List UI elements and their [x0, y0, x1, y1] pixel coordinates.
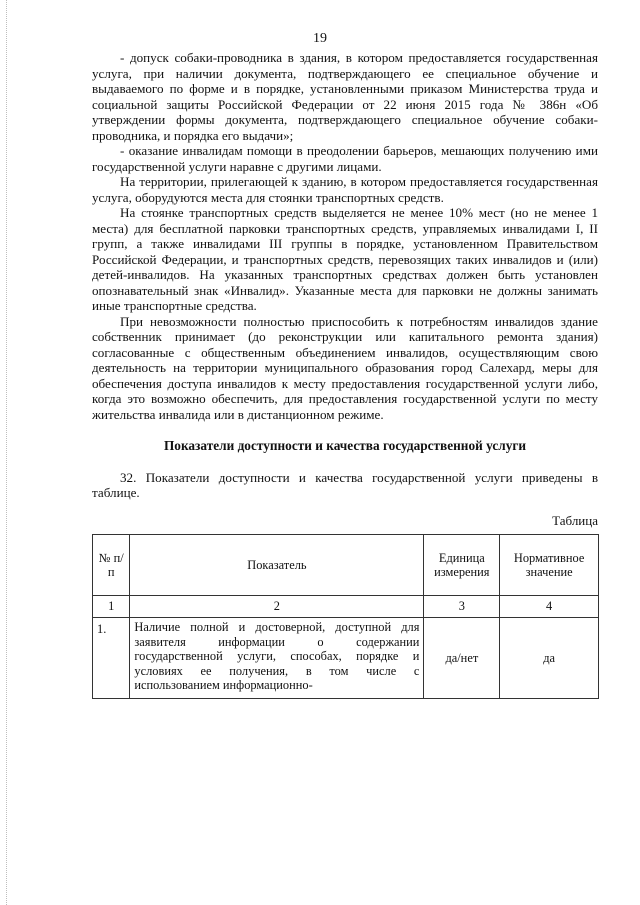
column-number: 3 [424, 596, 500, 618]
table-column-numbers-row [93, 596, 599, 618]
header-indicator: Показатель [130, 535, 424, 596]
binding-edge-line [6, 0, 7, 905]
row-indicator: Наличие полной и достоверной, доступной для заявителя информации о содержании государственной услуги, способах, порядке и условиях ее получения, в том числе с использованием информационно- [130, 618, 424, 699]
column-number: 4 [500, 596, 599, 618]
column-number: 1 [93, 596, 130, 618]
header-num: № п/п [93, 535, 130, 596]
paragraph-parking-territory: На территории, прилегающей к зданию, в котором предоставляется государственная услуга, оборудуются места для стоянки транспортных средств. [92, 174, 598, 205]
section-intro: 32. Показатели доступности и качества государственной услуги приведены в таблице. [92, 469, 598, 500]
row-num: 1. [93, 618, 130, 699]
header-unit: Единица измерения [424, 535, 500, 596]
table-header-row [93, 535, 599, 596]
column-number: 2 [130, 596, 424, 618]
paragraph-parking-spaces: На стоянке транспортных средств выделяется не менее 10% мест (но не менее 1 места) для бесплатной парковки транспортных средств, управляемых инвалидами I, II групп, а также инвалидами III группы в порядке, установленном Правительством Российской Федерации, и транспортных средств, перевозящих таких инвалидов и (или) детей-инвалидов. На указанных транспортных средствах должен быть установлен опознавательный знак «Инвалид». Указанные места для парковки не должны занимать иные транспортные средства. [92, 205, 598, 313]
section-heading: Показатели доступности и качества государственной услуги [163, 438, 527, 453]
paragraph-guide-dog: - допуск собаки-проводника в здания, в котором предоставляется государственная услуга, при наличии документа, подтверждающего ее специальное обучение и выдаваемого по форме и в порядке, установленными приказом Министерства труда и социальной защиты Российской Федерации от 22 июня 2015 года № 386н «Об утверждении формы документа, подтверждающего специальное обучение собаки-проводника, и порядка его выдачи»; [92, 50, 598, 143]
row-unit: да/нет [424, 618, 500, 699]
header-norm: Нормативное значение [500, 535, 599, 596]
document-body [92, 50, 598, 699]
row-norm: да [500, 618, 599, 699]
paragraph-assistance: - оказание инвалидам помощи в преодолении барьеров, мешающих получению ими государственной услуги наравне с другими лицами. [92, 143, 598, 174]
paragraph-adaptation: При невозможности полностью приспособить к потребностям инвалидов здание собственник принимает (до реконструкции или капитального ремонта здания) согласованные с общественным объединением инвалидов, осуществляющим свою деятельность на территории муниципального образования город Салехард, меры для обеспечения доступа инвалидов к месту предоставления государственной услуги либо, когда это возможно обеспечить, для предоставления государственной услуги по месту жительства инвалида или в дистанционном режиме. [92, 313, 598, 422]
table-caption: Таблица [552, 512, 598, 528]
table-row [93, 618, 599, 699]
indicators-table [92, 534, 599, 699]
page-number: 19 [313, 31, 327, 46]
